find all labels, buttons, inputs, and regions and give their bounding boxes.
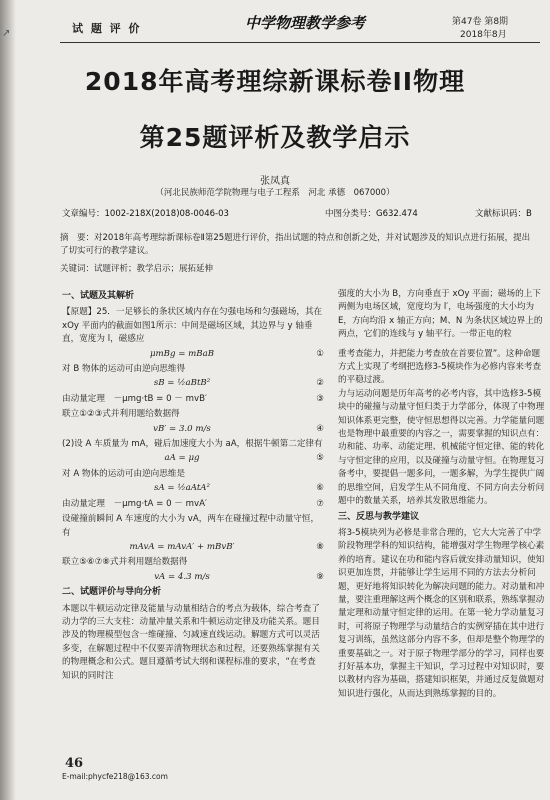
equation-text: 由动量定理 －μmg·tA = 0 － mvA′ (62, 498, 207, 509)
problem-text: 【原题】25．一足够长的条状区域内存在匀强电场和匀强磁场，其在 xOy 平面内的截面如图1所示：中间是磁场区域，其边界与 y 轴垂直，宽度为 l，磁感应 (62, 307, 323, 345)
equation-1 (62, 348, 324, 361)
journal-name: 中学物理教学参考 (245, 14, 366, 32)
article-title-line2: 第25题评析及教学启示 (139, 123, 411, 152)
text-line: 联立①②③式并利用题给数据得 (62, 409, 180, 420)
journal-date: 2018年8月 (460, 30, 507, 40)
page-number: 46 (65, 756, 84, 771)
equation-number: ⑥ (316, 483, 324, 494)
equation-text: vA = 4.3 m/s (154, 571, 210, 582)
paragraph: 力与运动问题是历年高考的必考内容，其中选修3-5模块中的碰撞与动量守恒归类于力学部分，体现了中物理知识体系更完整，使守恒思想得以完善。力学能量问题也是物理中最重要的内容之一，需要掌握的知识点有：功和能、功率、动能定理、机械能守恒定律、能的转化与守恒定律的应用，以及碰撞与动量守恒。在物理复习备考中，要提倡一题多问，一题多解，为学生提供广阔的思维空间，启发学生从不同角度、不同方向去分析问题中的数量关系，培养其发散思维能力。 (338, 388, 545, 507)
paragraph: 本题以牛顿运动定律及能量与动量相结合的考点为载体，综合考查了动力学的三大支柱：动量冲量关系和牛顿运动定律及功能关系。题目涉及的物理模型包含一维碰撞、匀减速直线运动。解题方式可以灵活多变，在解题过程中不仅要弄清物理状态和过程，还要熟练掌握有关的物理概念和公式。题目遵循考试大纲和课程标准的要求，“在考查知识的同时注 (62, 603, 320, 681)
text-line: 设碰撞前瞬间 A 车速度的大小为 vA，两车在碰撞过程中动量守恒，有 (62, 514, 320, 538)
equation-text: aA = μg (164, 453, 200, 464)
equation-6 (62, 482, 324, 495)
text-line: 对 B 物体的运动可由逆向思维得 (62, 364, 186, 375)
clc-number: 中图分类号：G632.474 (325, 209, 418, 219)
keywords: 关键词：试题评析；教学启示；展拓延伸 (60, 264, 214, 274)
author: 张凤真 (260, 176, 290, 187)
equation-number: ⑧ (316, 541, 324, 552)
equation-text: vB′ = 3.0 m/s (153, 423, 211, 434)
article-number: 文章编号：1002-218X(2018)08-0046-03 (62, 209, 229, 219)
right-column (338, 288, 548, 701)
text-line: 对 A 物体的运动可由逆向思维是 (62, 468, 186, 479)
equation-5 (62, 452, 324, 465)
text-line: (2)设 A 车质量为 mA，碰后加速度大小为 aA，根据牛顿第二定律有 (62, 439, 323, 450)
equation-text: sA = ½aAtA² (154, 483, 210, 494)
affiliation: （河北民族师范学院物理与电子工程系 河北 承德 067000） (155, 188, 395, 198)
section-tag: 试 题 评 价 (72, 22, 142, 35)
left-column (62, 288, 324, 683)
section-heading-2: 二、试题评价与导向分析 (62, 587, 162, 598)
equation-7 (62, 498, 324, 511)
paragraph: 重考查能力，并把能力考查放在首要位置”。这种命题方式上实现了考纲把选修3-5模块作为必修内容来考查的平稳过渡。 (338, 348, 542, 386)
equation-text: 由动量定理 －μmg·tB = 0 － mvB′ (62, 393, 207, 404)
section-heading-1: 一、试题及其解析 (62, 291, 135, 301)
equation-number: ③ (316, 393, 324, 404)
equation-text: μmBg = mBaB (149, 348, 215, 359)
equation-number: ② (316, 378, 324, 389)
equation-2 (62, 377, 324, 390)
abstract: 摘 要：对2018年高考理综新课标卷Ⅱ第25题进行评价，指出试题的特点和创新之处，并对试题涉及的知识点进行拓展，提出了切实可行的教学建议。 (60, 233, 531, 256)
document-code: 文献标识码：B (475, 209, 532, 219)
equation-number: ⑦ (316, 498, 324, 509)
header-rule (60, 42, 540, 43)
article-title-line1: 2018年高考理综新课标卷II物理 (84, 67, 466, 96)
equation-text: sB = ½aBtB² (153, 378, 211, 389)
equation-number: ④ (316, 423, 324, 434)
email: E-mail:phycfe218@163.com (62, 772, 168, 781)
equation-9 (62, 571, 324, 584)
equation-3 (62, 393, 324, 406)
corner-mark: ↗ (2, 28, 11, 39)
equation-8 (62, 541, 324, 554)
equation-number: ⑨ (316, 571, 324, 582)
journal-volume: 第47卷 第8期 (452, 17, 509, 27)
equation-text: mAvA = mAvA′ + mBvB′ (129, 541, 235, 552)
equation-number: ⑤ (316, 453, 324, 464)
equation-number: ① (316, 348, 324, 359)
text-line: 联立⑤⑥⑦⑧式并利用题给数据得 (62, 557, 188, 568)
paragraph: 强度的大小为 B，方向垂直于 xOy 平面；磁场的上下两侧为电场区域，宽度均为 l′，电场强度的大小均为 E，方向均沿 x 轴正方向；M、N 为条状区域边界上的两点，它们的连线与 y 轴平行。一带正电的粒 (338, 289, 543, 340)
section-heading-3: 三、反思与教学建议 (338, 511, 420, 522)
equation-4 (62, 423, 324, 436)
paragraph: 将3-5模块列为必修是非常合理的，它大大完善了中学阶段物理学科的知识结构，能增强对学生物理学核心素养的培育。建议在功和能内容后就安排动量知识，使知识更加连贯，并能够让学生运用不同的方法去分析问题，更好地将知识转化为解决问题的能力。对动量和冲量，要注重理解这两个概念的区别和联系，熟练掌握动量定理和动量守恒定律的运用。在第一轮力学动量复习时，可将原子物理学与动量结合的实例穿插在其中进行复习训练，虽然这部分内容不多，但却是整个物理学的重要基础之一。对于原子物理学部分的学习，同样也要打好基本功，掌握主干知识，学习过程中对知识时，要以教材内容为基础，搭建知识框架，并通过反复做题对知识进行强化，从而达到熟练掌握的目的。 (338, 527, 545, 699)
